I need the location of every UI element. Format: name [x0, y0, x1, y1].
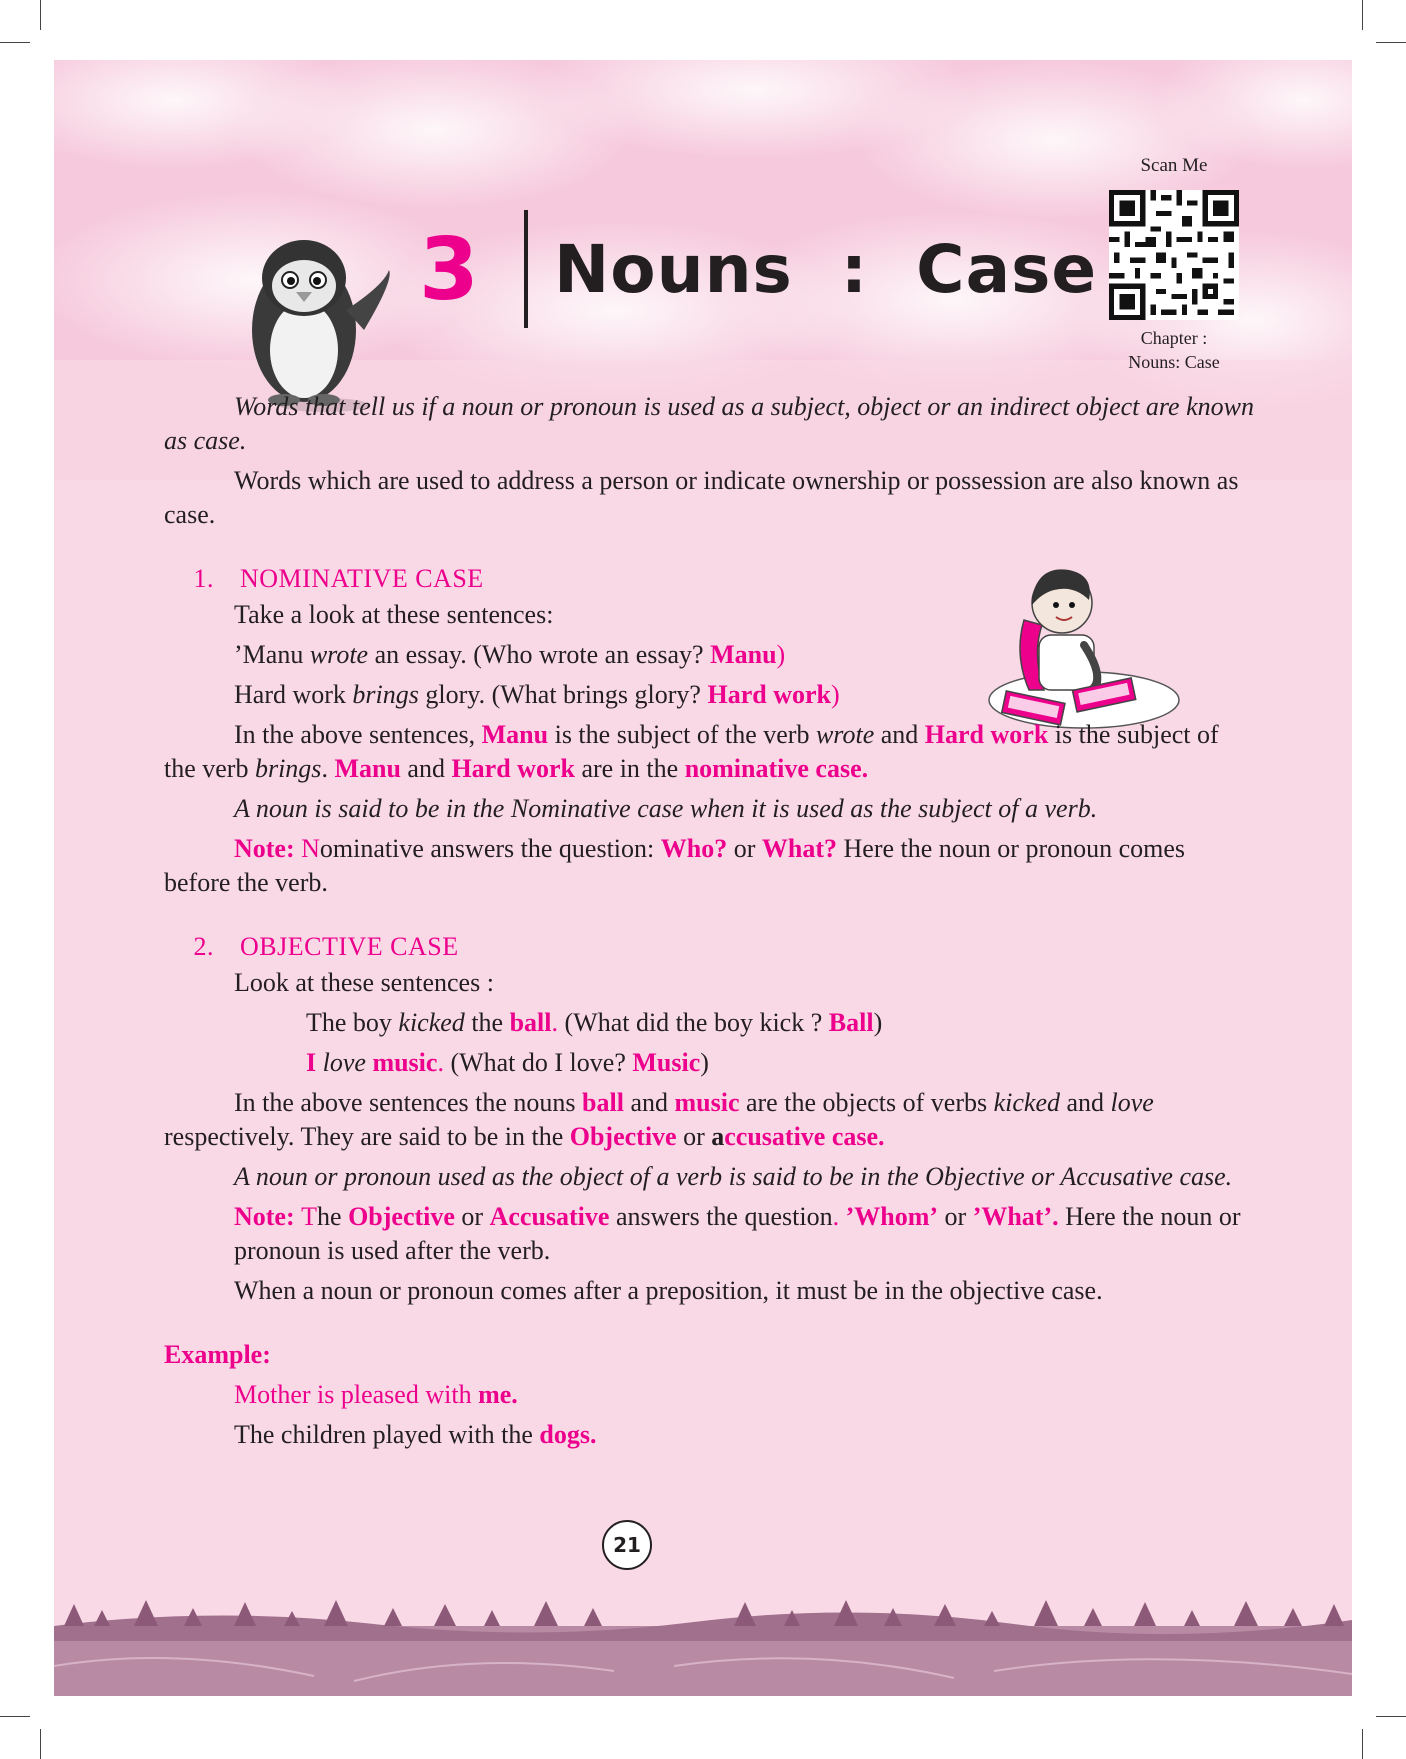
preposition-rule: When a noun or pronoun comes after a preposition, it must be in the objective case.	[234, 1276, 1103, 1305]
chapter-title: Nouns : Case	[554, 231, 1098, 308]
crop-mark	[0, 1716, 30, 1717]
section-heading-nominative	[164, 562, 1254, 596]
section-title: OBJECTIVE CASE	[240, 932, 459, 961]
section-number: 2.	[193, 932, 214, 961]
crop-mark	[0, 42, 30, 43]
note-paragraph: Note: The Objective or Accusative answers the question. ’Whom’ or ’What’. Here the noun or pronoun is used after the verb.	[234, 1202, 1241, 1265]
crop-mark	[1362, 1729, 1363, 1759]
section-title: NOMINATIVE CASE	[240, 564, 484, 593]
book-page	[54, 60, 1352, 1696]
example-line: The children played with the dogs.	[234, 1420, 597, 1449]
note-paragraph: Note: Nominative answers the question: Who? or What? Here the noun or pronoun comes before the verb.	[164, 834, 1186, 897]
intro-paragraph: Words which are used to address a person or indicate ownership or possession are also known as case.	[164, 466, 1239, 529]
section-intro: Look at these sentences :	[234, 968, 494, 997]
explanation-paragraph: In the above sentences, Manu is the subject of the verb wrote and Hard work is the subject of the verb brings. Manu and Hard work are in the nominative case.	[164, 720, 1219, 783]
qr-caption-chapter: Chapter :	[1140, 328, 1208, 348]
example-line: Mother is pleased with me.	[234, 1380, 518, 1409]
example-sentence: ’Manu wrote an essay. (Who wrote an essay? Manu)	[234, 640, 786, 669]
main-content	[164, 390, 1254, 1452]
example-label: Example:	[164, 1340, 271, 1369]
explanation-paragraph: In the above sentences the nouns ball and music are the objects of verbs kicked and love respectively. They are said to be in the Objective or accusative case.	[164, 1088, 1154, 1151]
qr-code[interactable]	[1109, 190, 1239, 320]
crop-mark	[1362, 0, 1363, 30]
chapter-number: 3	[419, 220, 479, 320]
rule-statement: A noun is said to be in the Nominative case when it is used as the subject of a verb.	[234, 794, 1098, 823]
scan-me-label: Scan Me	[1140, 155, 1208, 176]
crop-mark	[1376, 42, 1406, 43]
page-number: 21	[602, 1520, 652, 1570]
section-heading-objective	[164, 930, 1254, 964]
crop-mark	[40, 1729, 41, 1759]
section-number: 1.	[193, 564, 214, 593]
crop-mark	[1376, 1716, 1406, 1717]
crop-mark	[40, 0, 41, 30]
section-intro: Take a look at these sentences:	[234, 600, 554, 629]
qr-caption-title: Nouns: Case	[1128, 352, 1220, 372]
rule-statement: A noun or pronoun used as the object of a verb is said to be in the Objective or Accusative case.	[234, 1162, 1233, 1191]
intro-definition: Words that tell us if a noun or pronoun is used as a subject, object or an indirect object are known as case.	[164, 392, 1254, 455]
forest-ground-decoration	[54, 1586, 1352, 1696]
title-divider	[524, 210, 528, 328]
example-sentence: I love music. (What do I love? Music)	[306, 1048, 709, 1077]
example-sentence: Hard work brings glory. (What brings glory? Hard work)	[234, 680, 840, 709]
example-sentence: The boy kicked the ball. (What did the boy kick ? Ball)	[306, 1008, 883, 1037]
